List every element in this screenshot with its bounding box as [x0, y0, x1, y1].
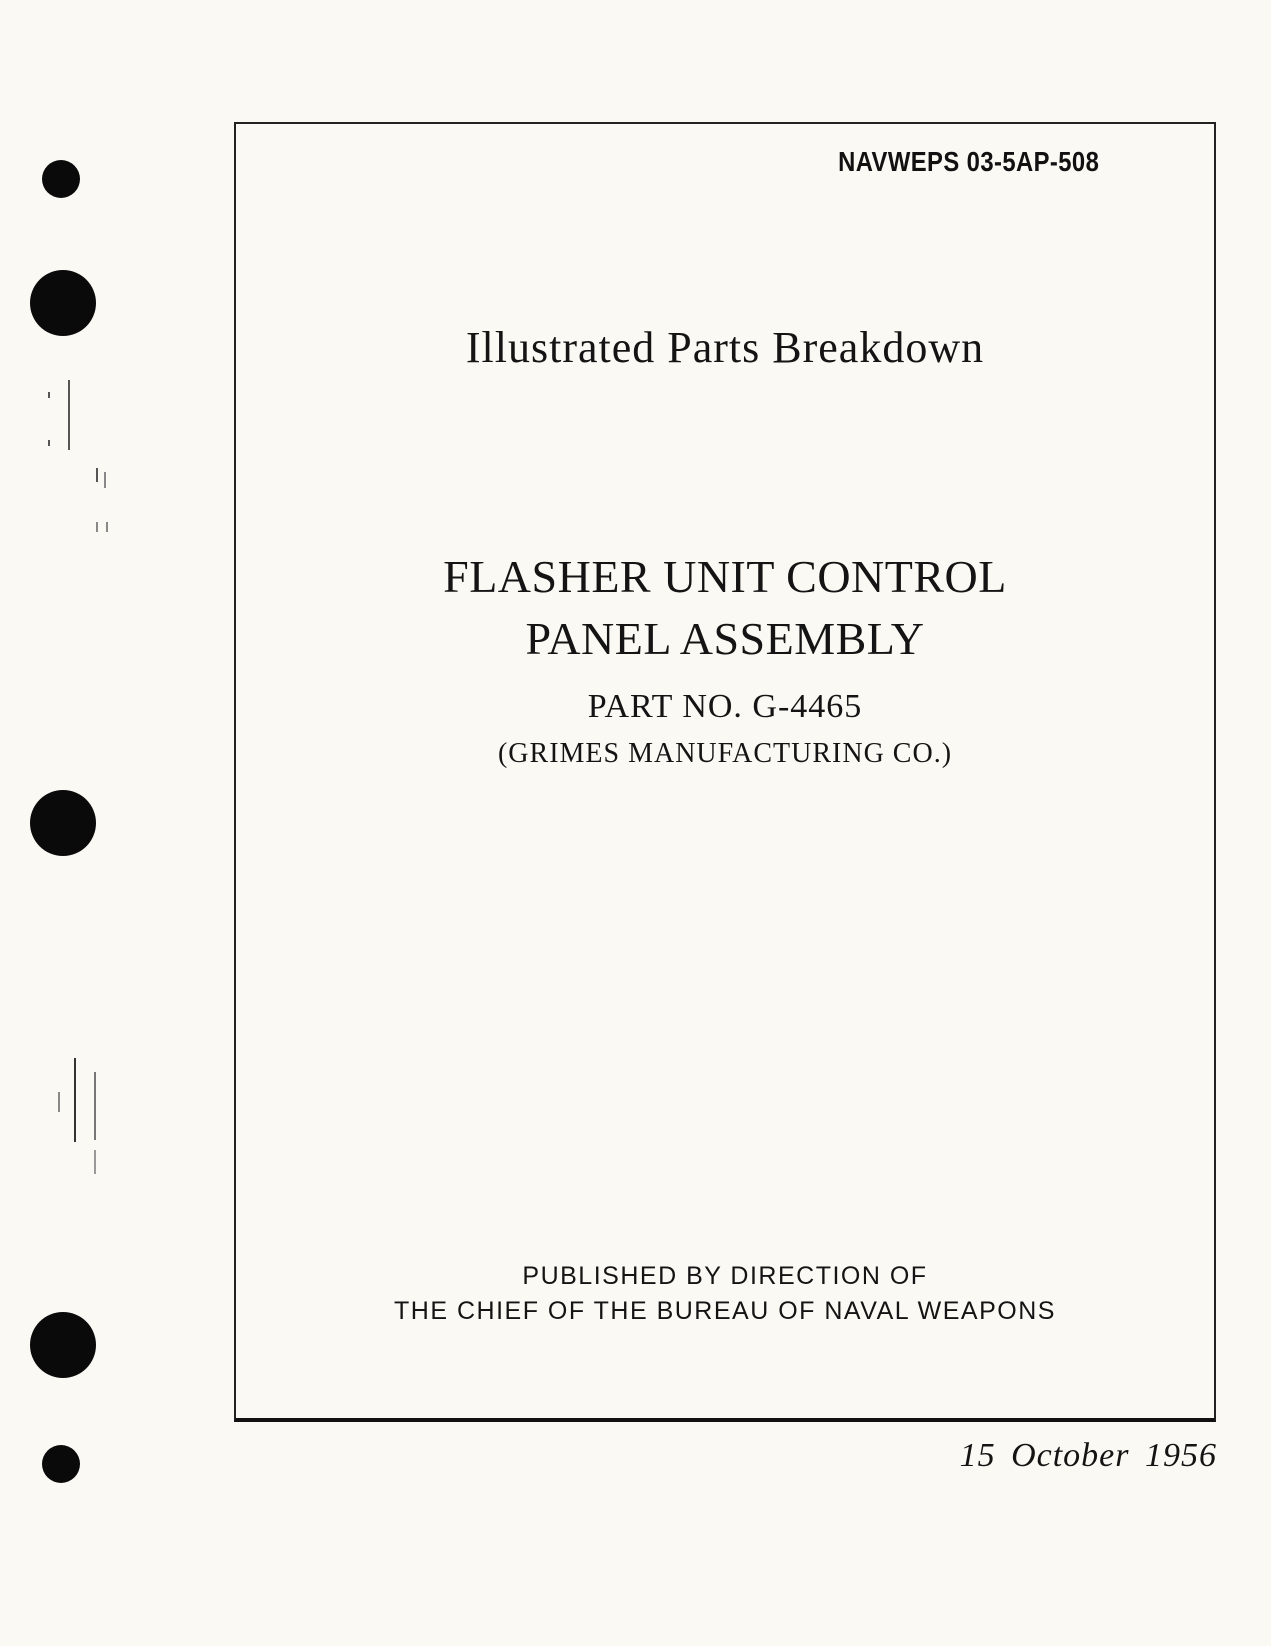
- document-title-line-2: PANEL ASSEMBLY: [525, 613, 925, 664]
- binder-hole: [42, 1445, 80, 1483]
- publication-date: 15 October 1956: [959, 1437, 1217, 1474]
- binder-hole: [42, 160, 80, 198]
- scan-speck: [104, 472, 106, 488]
- scan-speck: [96, 468, 98, 482]
- scan-speck: [68, 380, 70, 450]
- binder-hole: [30, 1312, 96, 1378]
- part-number: PART NO. G-4465: [587, 688, 863, 725]
- manufacturer: (GRIMES MANUFACTURING CO.): [497, 738, 953, 769]
- scan-speck: [74, 1058, 76, 1142]
- document-heading: Illustrated Parts Breakdown: [465, 323, 985, 372]
- scan-speck: [94, 1072, 96, 1140]
- scan-speck: [96, 522, 98, 532]
- document-title-line-1: FLASHER UNIT CONTROL: [443, 551, 1007, 602]
- scan-speck: [48, 392, 50, 398]
- binder-hole: [30, 790, 96, 856]
- scan-speck: [48, 440, 50, 446]
- title-page-frame: [234, 122, 1216, 1422]
- scan-speck: [58, 1092, 60, 1112]
- publisher-line-1: PUBLISHED BY DIRECTION OF: [522, 1262, 928, 1290]
- scan-speck: [106, 522, 108, 532]
- document-number: NAVWEPS 03-5AP-508: [837, 146, 1099, 177]
- binder-hole: [30, 270, 96, 336]
- scan-speck: [94, 1150, 96, 1174]
- publisher-line-2: THE CHIEF OF THE BUREAU OF NAVAL WEAPONS: [394, 1297, 1056, 1325]
